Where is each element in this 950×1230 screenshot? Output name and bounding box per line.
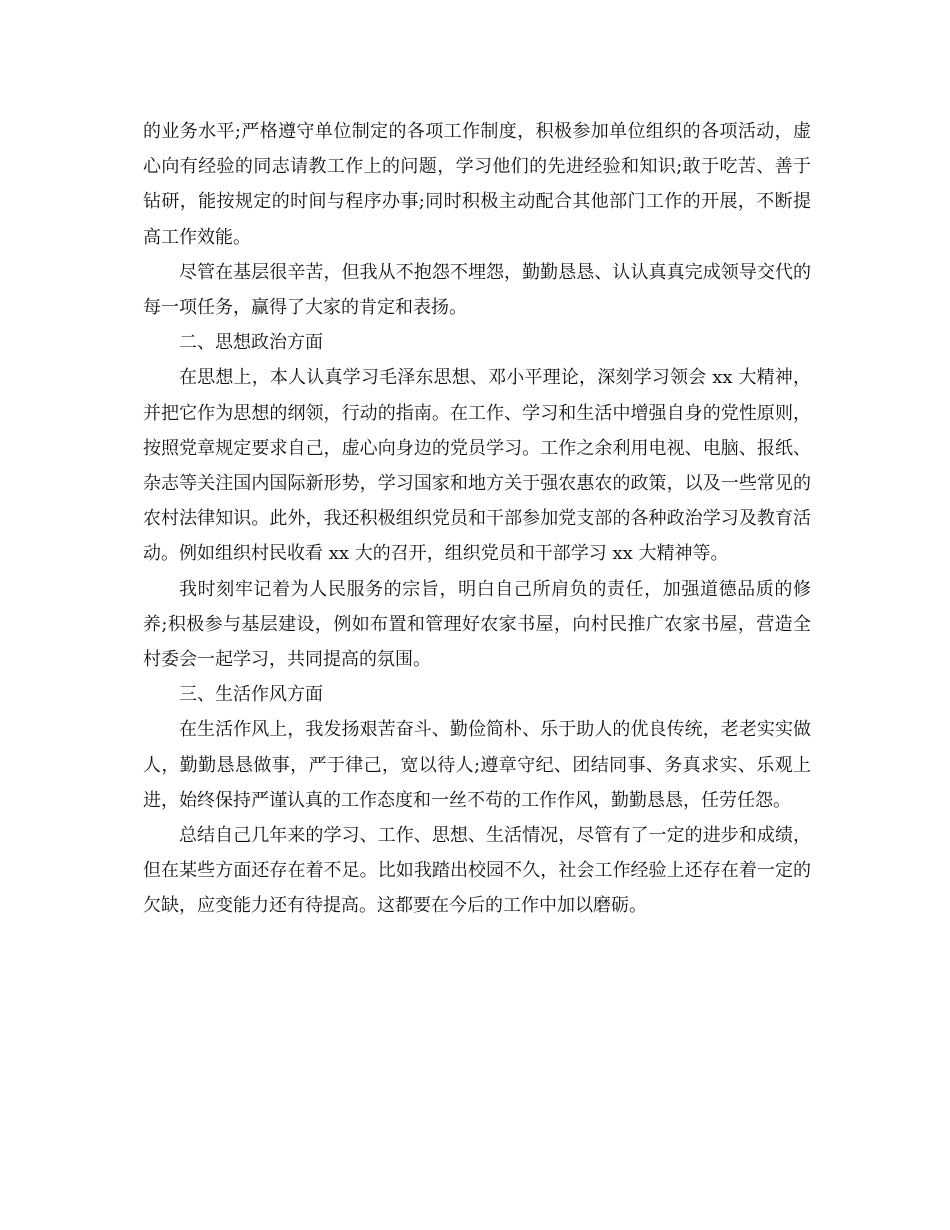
paragraph-work-attitude: 的业务水平;严格遵守单位制定的各项工作制度，积极参加单位组织的各项活动，虚心向有经验的同志请教工作上的问题，学习他们的先进经验和知识;敢于吃苦、善于钻研，能按规定的时间与程序办事;同时积极主动配合其他部门工作的开展，不断提高工作效能。	[143, 121, 811, 248]
paragraph-grassroots-work: 尽管在基层很辛苦，但我从不抱怨不埋怨，勤勤恳恳、认认真真完成领导交代的每一项任务，赢得了大家的肯定和表扬。	[143, 261, 811, 319]
paragraph-political-study: 在思想上，本人认真学习毛泽东思想、邓小平理论，深刻学习领会 xx 大精神，并把它作为思想的纲领，行动的指南。在工作、学习和生活中增强自身的党性原则，按照党章规定要求自己，虚心向身边的党员学习。工作之余利用电视、电脑、报纸、杂志等关注国内国际新形势，学习国家和地方关于强农惠农的政策，以及一些常见的农村法律知识。此外，我还积极组织党员和干部参加党支部的各种政治学习及教育活动。例如组织村民收看 xx 大的召开，组织党员和干部学习 xx 大精神等。	[143, 367, 811, 565]
paragraph-lifestyle: 在生活作风上，我发扬艰苦奋斗、勤俭简朴、乐于助人的优良传统，老老实实做人，勤勤恳恳做事，严于律己，宽以待人;遵章守纪、团结同事、务真求实、乐观上进，始终保持严谨认真的工作态度和一丝不苟的工作作风，勤勤恳恳，任劳任怨。	[143, 719, 811, 811]
paragraph-service-purpose: 我时刻牢记着为人民服务的宗旨，明白自己所肩负的责任，加强道德品质的修养;积极参与基层建设，例如布置和管理好农家书屋，向村民推广农家书屋，营造全村委会一起学习，共同提高的氛围。	[143, 578, 811, 671]
document-body	[143, 114, 811, 924]
paragraph-summary: 总结自己几年来的学习、工作、思想、生活情况，尽管有了一定的进步和成绩，但在某些方面还存在着不足。比如我踏出校园不久，社会工作经验上还存在着一定的欠缺，应变能力还有待提高。这都要在今后的工作中加以磨砺。	[143, 825, 811, 917]
section-heading-lifestyle: 三、生活作风方面	[179, 684, 323, 706]
section-heading-political: 二、思想政治方面	[179, 332, 323, 354]
